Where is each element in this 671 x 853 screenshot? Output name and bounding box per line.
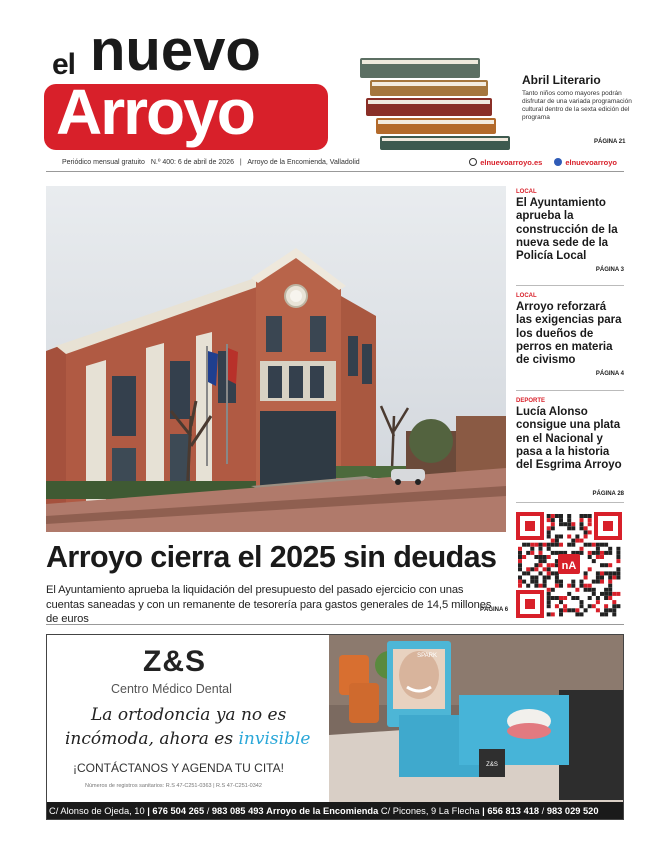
qr-module: [580, 547, 584, 551]
qr-module: [600, 555, 604, 559]
qr-module: [608, 580, 612, 584]
qr-module: [526, 543, 530, 547]
qr-module: [584, 514, 588, 518]
qr-module: [580, 604, 584, 608]
qr-module: [555, 604, 559, 608]
ad-slogan-highlight: invisible: [238, 729, 311, 749]
qr-module: [563, 608, 567, 612]
books-illustration: [356, 52, 516, 152]
qr-module: [547, 563, 551, 567]
qr-module: [588, 604, 592, 608]
qr-module: [592, 580, 596, 584]
news-category: LOCAL: [516, 293, 537, 299]
qr-module: [580, 522, 584, 526]
qr-module: [539, 551, 543, 555]
qr-module: [530, 547, 534, 551]
qr-module: [555, 580, 559, 584]
news-page: PÁGINA 28: [592, 490, 624, 497]
phone-4[interactable]: 983 029 520: [546, 806, 599, 816]
side-news-item[interactable]: [516, 293, 624, 377]
logo-arroyo-text: Arroyo: [56, 76, 254, 148]
qr-module: [547, 596, 551, 600]
qr-module: [596, 571, 600, 575]
phone-1[interactable]: 676 504 265: [152, 806, 205, 816]
promo-page: PÁGINA 21: [594, 139, 626, 145]
news-category: DEPORTE: [516, 398, 546, 404]
qr-module: [608, 608, 612, 612]
qr-module: [588, 543, 592, 547]
qr-module: [547, 604, 551, 608]
qr-module: [530, 567, 534, 571]
qr-module: [559, 584, 563, 588]
qr-module: [596, 600, 600, 604]
qr-module: [580, 514, 584, 518]
qr-module: [580, 539, 584, 543]
news-page: PÁGINA 3: [595, 266, 624, 273]
qr-module: [518, 547, 522, 551]
qr-module: [555, 584, 559, 588]
qr-module: [539, 563, 543, 567]
qr-module: [571, 584, 575, 588]
qr-module: [539, 584, 543, 588]
qr-module: [559, 612, 563, 616]
qr-module: [539, 571, 543, 575]
qr-module: [526, 567, 530, 571]
website-text: elnuevoarroyo.es: [480, 158, 543, 167]
qr-module: [612, 600, 616, 604]
qr-module: [522, 555, 526, 559]
qr-module: [526, 571, 530, 575]
qr-module: [575, 612, 579, 616]
promo-title[interactable]: Abril Literario: [522, 73, 601, 87]
qr-module: [584, 535, 588, 539]
qr-module: [592, 543, 596, 547]
main-page: PÁGINA 6: [480, 607, 509, 613]
qr-module: [584, 543, 588, 547]
news-page: PÁGINA 4: [595, 370, 624, 377]
box-label: Z&S: [486, 762, 498, 768]
qr-module: [555, 535, 559, 539]
qr-module: [518, 559, 522, 563]
qr-module: [600, 543, 604, 547]
qr-module: [522, 543, 526, 547]
qr-module: [600, 580, 604, 584]
ad-slogan-line1: La ortodoncia ya no es: [91, 705, 287, 725]
qr-module: [604, 551, 608, 555]
qr-label: nA: [561, 560, 577, 572]
qr-module: [571, 522, 575, 526]
ad-registry: Números de registros sanitarios: R.S 47-C251-0363 | R.S 47-C251-0342: [85, 783, 262, 789]
qr-module: [534, 580, 538, 584]
issue-info: N.º 400: 6 de abril de 2026: [150, 159, 234, 166]
qr-module: [580, 551, 584, 555]
news-headline[interactable]: El Ayuntamiento aprueba la construcción de la nueva sede de la Policía Local: [516, 197, 618, 263]
qr-module: [596, 551, 600, 555]
qr-module: [539, 543, 543, 547]
qr-module: [588, 518, 592, 522]
qr-module: [571, 526, 575, 530]
tagline: Periódico mensual gratuito: [62, 159, 145, 166]
news-category: LOCAL: [516, 189, 537, 195]
qr-module: [588, 514, 592, 518]
website-link[interactable]: [469, 158, 542, 167]
ad-slogan-line2: [65, 729, 310, 749]
qr-module: [534, 555, 538, 559]
qr-module: [616, 571, 620, 575]
qr-module: [551, 596, 555, 600]
qr-module: [518, 580, 522, 584]
qr-module: [559, 535, 563, 539]
qr-module: [575, 608, 579, 612]
qr-module: [604, 563, 608, 567]
main-deck: El Ayuntamiento aprueba la liquidación del presupuesto del pasado ejercicio con unas cuentas saneadas y con un remanente de tesorería para gastos generales de 14,5 millones de euros: [46, 584, 492, 626]
qr-module: [588, 596, 592, 600]
facebook-icon: [554, 158, 562, 166]
qr-module: [600, 592, 604, 596]
qr-module: [547, 518, 551, 522]
globe-icon: [469, 158, 477, 166]
qr-module: [551, 522, 555, 526]
ad-cta[interactable]: ¡CONTÁCTANOS Y AGENDA TU CITA!: [73, 761, 284, 775]
qr-module: [543, 576, 547, 580]
qr-module: [604, 612, 608, 616]
separator: |: [239, 159, 242, 166]
qr-module: [600, 576, 604, 580]
phone-3[interactable]: 656 813 418: [487, 806, 540, 816]
qr-module: [571, 596, 575, 600]
qr-module: [600, 612, 604, 616]
news-headline[interactable]: Arroyo reforzará las exigencias para los dueños de perros en materia de civismo: [516, 301, 622, 367]
qr-module: [551, 612, 555, 616]
qr-module: [518, 555, 522, 559]
qr-module: [592, 559, 596, 563]
qr-module: [522, 571, 526, 575]
divider: [516, 390, 624, 391]
qr-module: [559, 514, 563, 518]
qr-module: [547, 543, 551, 547]
qr-module: [580, 600, 584, 604]
qr-module: [612, 571, 616, 575]
qr-module: [530, 576, 534, 580]
divider: [46, 171, 624, 172]
qr-module: [608, 596, 612, 600]
qr-module: [551, 526, 555, 530]
qr-module: [616, 604, 620, 608]
qr-module: [571, 543, 575, 547]
qr-module: [534, 584, 538, 588]
qr-module: [596, 555, 600, 559]
qr-module: [600, 571, 604, 575]
address-1: C/ Alonso de Ojeda, 10: [49, 806, 145, 816]
qr-module: [588, 555, 592, 559]
qr-module: [580, 580, 584, 584]
town-1: Arroyo de la Encomienda: [266, 806, 379, 816]
divider: [516, 502, 624, 503]
town-hall-photo: [46, 186, 506, 532]
qr-module: [592, 592, 596, 596]
qr-module: [567, 543, 571, 547]
qr-module: [555, 576, 559, 580]
phone-2[interactable]: 983 085 493: [211, 806, 264, 816]
qr-module: [616, 567, 620, 571]
qr-module: [616, 576, 620, 580]
qr-module: [547, 600, 551, 604]
qr-module: [600, 551, 604, 555]
qr-module: [543, 543, 547, 547]
qr-module: [526, 584, 530, 588]
qr-module: [563, 596, 567, 600]
side-news-item[interactable]: [516, 398, 624, 497]
promo-text: Tanto niños como mayores podrán disfrutar de una variada programación cultural dentro de la sexta edición del programa: [522, 90, 632, 122]
qr-module: [584, 526, 588, 530]
qr-module: [596, 547, 600, 551]
qr-module: [551, 514, 555, 518]
qr-module: [547, 530, 551, 534]
social-links: [469, 158, 617, 167]
ad-product-photo: [329, 635, 624, 802]
qr-module: [588, 522, 592, 526]
qr-module: [575, 596, 579, 600]
qr-module: [539, 559, 543, 563]
qr-module: [608, 588, 612, 592]
qr-module: [543, 584, 547, 588]
qr-module: [612, 608, 616, 612]
qr-module: [547, 567, 551, 571]
qr-module: [530, 551, 534, 555]
qr-module: [563, 522, 567, 526]
qr-module: [604, 596, 608, 600]
qr-module: [547, 535, 551, 539]
masthead-subline: [62, 159, 364, 166]
qr-module: [534, 543, 538, 547]
qr-module: [539, 555, 543, 559]
qr-module: [547, 576, 551, 580]
qr-module: [547, 592, 551, 596]
qr-module: [547, 612, 551, 616]
qr-module: [592, 588, 596, 592]
qr-module: [567, 526, 571, 530]
qr-module: [567, 518, 571, 522]
qr-module: [555, 596, 559, 600]
qr-module: [539, 547, 543, 551]
qr-module: [518, 584, 522, 588]
qr-module: [559, 600, 563, 604]
qr-module: [608, 547, 612, 551]
qr-module: [596, 543, 600, 547]
qr-module: [534, 567, 538, 571]
qr-module: [551, 543, 555, 547]
qr-module: [604, 588, 608, 592]
qr-module: [588, 588, 592, 592]
qr-module: [604, 592, 608, 596]
qr-module: [608, 563, 612, 567]
qr-module: [571, 608, 575, 612]
qr-module: [580, 612, 584, 616]
divider: [46, 624, 624, 625]
qr-module: [543, 567, 547, 571]
qr-module: [555, 539, 559, 543]
qr-module: [580, 526, 584, 530]
qr-module: [559, 518, 563, 522]
qr-module: [616, 559, 620, 563]
qr-module: [543, 580, 547, 584]
news-headline[interactable]: Lucía Alonso consigue una plata en el Nacional y pasa a la historia del Esgrima Arroyo: [516, 406, 622, 472]
qr-module: [567, 535, 571, 539]
qr-module: [596, 580, 600, 584]
qr-module: [551, 539, 555, 543]
qr-module: [604, 604, 608, 608]
qr-module: [584, 530, 588, 534]
qr-module: [612, 576, 616, 580]
qr-module: [584, 571, 588, 575]
qr-module: [526, 551, 530, 555]
qr-module: [580, 584, 584, 588]
qr-module: [551, 571, 555, 575]
qr-module: [580, 518, 584, 522]
qr-module: [530, 580, 534, 584]
qr-module: [608, 584, 612, 588]
qr-module: [559, 608, 563, 612]
qr-module: [584, 576, 588, 580]
dental-ad[interactable]: [46, 634, 624, 820]
qr-module: [616, 555, 620, 559]
qr-module: [567, 522, 571, 526]
qr-module: [551, 563, 555, 567]
qr-module: [571, 580, 575, 584]
qr-module: [612, 612, 616, 616]
qr-module: [584, 584, 588, 588]
facebook-text: elnuevoarroyo: [565, 158, 617, 167]
qr-module: [518, 567, 522, 571]
qr-module: [559, 543, 563, 547]
qr-module: [530, 543, 534, 547]
qr-module: [596, 608, 600, 612]
masthead: [0, 0, 671, 180]
ad-footer: C/ Alonso de Ojeda, 10 | 676 504 265 / 983 085 493 Arroyo de la Encomienda C/ Picones, 9 La Flecha | 656 813 418 / 983 029 520: [47, 802, 624, 820]
qr-module: [518, 576, 522, 580]
qr-module: [555, 514, 559, 518]
address-2: C/ Picones, 9 La Flecha: [380, 806, 480, 816]
qr-module: [575, 588, 579, 592]
qr-module: [534, 563, 538, 567]
qr-module: [543, 559, 547, 563]
main-headline[interactable]: Arroyo cierra el 2025 sin deudas: [46, 540, 497, 574]
qr-module: [547, 547, 551, 551]
qr-module: [588, 530, 592, 534]
qr-module: [588, 567, 592, 571]
qr-module: [547, 514, 551, 518]
qr-module: [547, 526, 551, 530]
qr-module: [559, 596, 563, 600]
location: Arroyo de la Encomienda, Valladolid: [247, 159, 360, 166]
qr-module: [547, 555, 551, 559]
logo-nuevo-text: nuevo: [90, 18, 261, 83]
qr-module: [604, 543, 608, 547]
qr-module: [559, 522, 563, 526]
facebook-link[interactable]: [554, 158, 617, 167]
qr-module: [588, 551, 592, 555]
qr-module: [612, 604, 616, 608]
qr-module: [600, 563, 604, 567]
qr-module: [592, 604, 596, 608]
side-news-item[interactable]: [516, 189, 624, 273]
qr-module: [518, 551, 522, 555]
qr-module: [563, 604, 567, 608]
qr-module: [534, 576, 538, 580]
qr-module: [555, 543, 559, 547]
qr-module: [555, 551, 559, 555]
qr-module: [584, 588, 588, 592]
qr-module: [522, 580, 526, 584]
qr-module: [567, 514, 571, 518]
qr-module: [571, 539, 575, 543]
divider: [516, 285, 624, 286]
qr-module: [616, 551, 620, 555]
qr-module: [575, 535, 579, 539]
qr-module: [547, 588, 551, 592]
qr-module: [551, 518, 555, 522]
qr-module: [584, 608, 588, 612]
qr-module: [604, 608, 608, 612]
qr-module: [592, 551, 596, 555]
qr-module: [616, 592, 620, 596]
qr-module: [551, 551, 555, 555]
logo-el-text: el: [52, 48, 76, 81]
qr-module: [543, 555, 547, 559]
qr-module: [575, 539, 579, 543]
qr-module: [608, 576, 612, 580]
qr-module: [608, 551, 612, 555]
qr-module: [559, 580, 563, 584]
qr-module: [604, 571, 608, 575]
qr-code[interactable]: [516, 512, 622, 618]
qr-module: [567, 608, 571, 612]
qr-module: [608, 571, 612, 575]
ad-brand: Z&S: [143, 645, 206, 678]
qr-module: [616, 547, 620, 551]
qr-module: [596, 596, 600, 600]
qr-module: [518, 563, 522, 567]
qr-module: [567, 592, 571, 596]
qr-module: [612, 592, 616, 596]
qr-module: [551, 588, 555, 592]
qr-module: [596, 576, 600, 580]
ad-slogan-line2-text: incómoda, ahora es: [65, 729, 239, 749]
qr-module: [567, 584, 571, 588]
ad-subtitle: Centro Médico Dental: [111, 682, 232, 696]
qr-module: [588, 584, 592, 588]
product-label: SPARK: [417, 653, 437, 659]
qr-module: [608, 592, 612, 596]
qr-module: [547, 571, 551, 575]
